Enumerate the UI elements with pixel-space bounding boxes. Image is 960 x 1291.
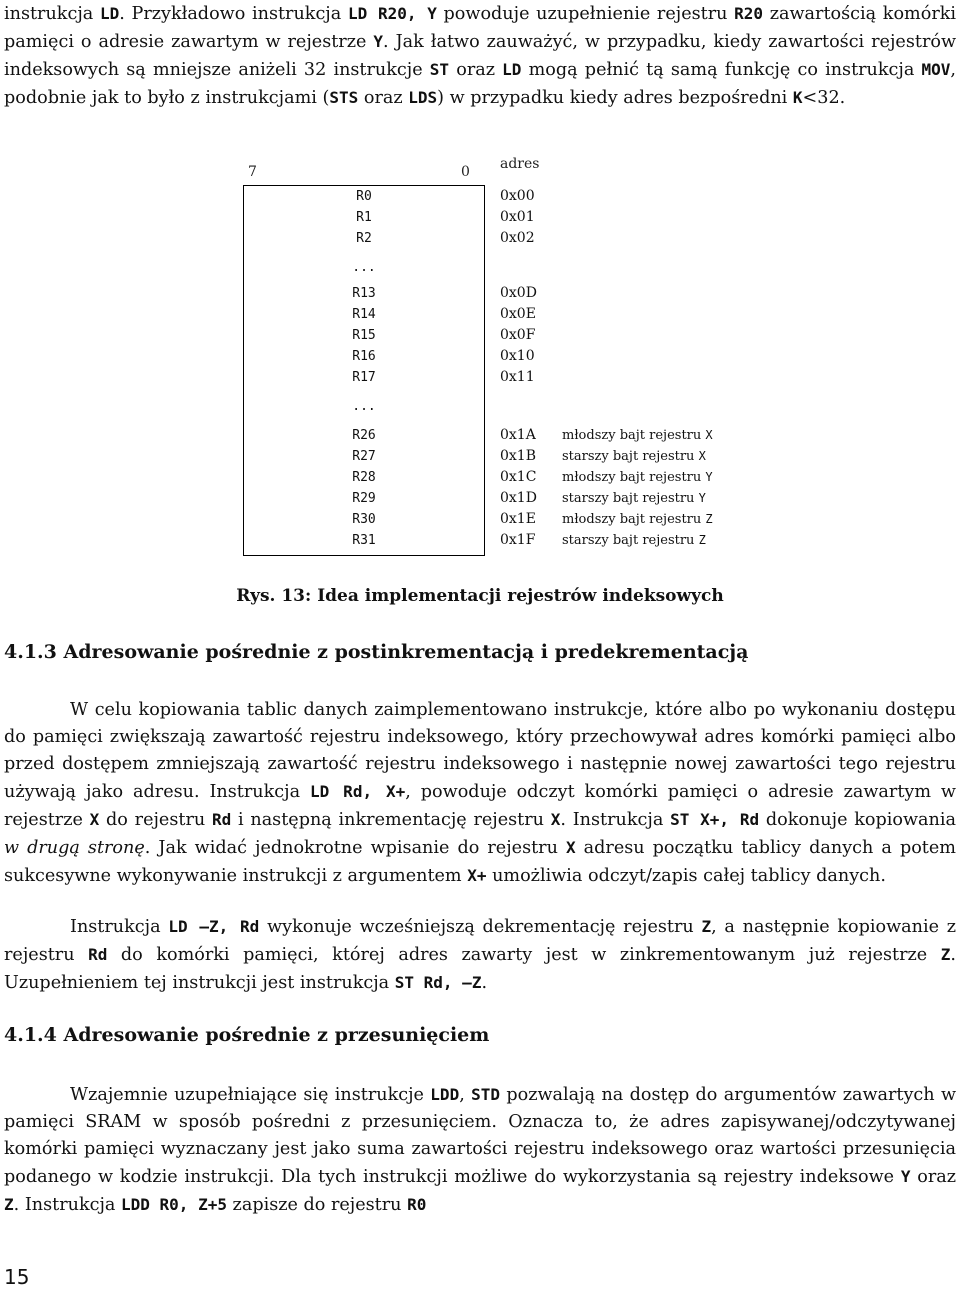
text-run: , a następnie kopiowanie z rejestru — [4, 917, 957, 965]
register-note-name: Z — [698, 533, 706, 547]
text-run: , podobnie jak to było z instrukcjami ( — [4, 60, 957, 108]
register-name: R16 — [352, 349, 376, 364]
code-token: Y — [900, 1167, 911, 1186]
text-run: . Uzupełnieniem tej instrukcji jest instrukcja — [4, 945, 957, 993]
figure-caption: Rys. 13: Idea implementacji rejestrów indeksowych — [236, 586, 724, 606]
text-run: Instrukcja — [70, 917, 169, 937]
code-token: MOV — [921, 60, 951, 79]
code-token: Z — [940, 945, 951, 964]
register-address: 0x1A — [500, 427, 536, 443]
code-token: X — [565, 838, 576, 857]
register-name: R14 — [352, 307, 376, 322]
code-token: STS — [329, 88, 359, 107]
register-name: R31 — [352, 533, 376, 548]
register-note — [562, 467, 713, 488]
register-name: R29 — [352, 491, 376, 506]
text-run: . — [481, 973, 488, 993]
register-name: R15 — [352, 328, 376, 343]
code-token: ST — [429, 60, 450, 79]
code-token: ST X+, Rd — [670, 810, 760, 829]
register-address: 0x1E — [500, 511, 536, 527]
text-run: instrukcja — [4, 4, 100, 24]
register-note-name: X — [698, 449, 706, 463]
register-address: 0x0E — [500, 306, 536, 322]
text-run: mogą pełnić tą samą funkcję co instrukcja — [521, 60, 922, 80]
code-token: ST Rd, –Z — [394, 973, 482, 992]
code-token: LDS — [408, 88, 438, 107]
text-run: zapisze do rejestru — [226, 1195, 408, 1215]
register-address: 0x1F — [500, 532, 536, 548]
register-address: 0x02 — [500, 230, 535, 246]
text-run: pozwalają na dostęp do argumentów zawartych w pamięci SRAM w sposób pośredni z przesunięciem. Oznacza to, że adres zapisywanej/odczytywanej komórki pamięci wyznaczany jest jako suma zawartości rejestru indeksowego oraz wartości przesunięcia podanego w kodzie instrukcji. Dla tych instrukcji możliwe do wykorzystania są rejestry indeksowe — [4, 1085, 957, 1187]
text-run: i następną inkrementację rejestru — [231, 810, 551, 830]
code-token: R20 — [734, 4, 764, 23]
code-token: LD — [502, 60, 522, 79]
register-address: 0x0F — [500, 327, 536, 343]
code-token: X — [550, 810, 561, 829]
section-heading-4-1-3: 4.1.3 Adresowanie pośrednie z postinkrementacją i predekrementacją — [4, 641, 749, 663]
text-run: do rejestru — [99, 810, 212, 830]
code-token: LD — [99, 4, 120, 23]
register-note-name: Y — [698, 491, 706, 505]
register-note-name: Y — [705, 470, 713, 484]
register-note-name: Z — [705, 512, 713, 526]
text-run: oraz — [910, 1167, 956, 1187]
register-address: 0x01 — [500, 209, 535, 225]
code-token: Z — [701, 917, 712, 936]
register-name: R28 — [352, 470, 376, 485]
register-note-text: starszy bajt rejestru — [562, 533, 699, 548]
text-run: do komórki pamięci, której adres zawarty jest w zinkrementowanym już rejestrze — [107, 945, 941, 965]
text-run: , powoduje odczyt komórki pamięci o adresie zawartym w rejestrze — [4, 782, 956, 830]
code-token: LD R20, Y — [347, 4, 437, 23]
code-token: R0 — [407, 1195, 427, 1214]
text-run: adresu początku tablicy danych a potem sukcesywne wykonywanie instrukcji z argumentem — [4, 838, 956, 886]
code-token: Y — [373, 32, 384, 51]
paragraph-displacement — [4, 1081, 956, 1219]
text-run: oraz — [358, 88, 409, 108]
register-name: R17 — [352, 370, 376, 385]
register-note — [562, 530, 706, 551]
register-name: R13 — [352, 286, 376, 301]
text-run: . Przykładowo instrukcja — [119, 4, 348, 24]
text-run: wykonuje wcześniejszą dekrementację rejestru — [259, 917, 702, 937]
text-run: <32. — [802, 88, 846, 108]
code-token: X+ — [467, 866, 487, 885]
code-token: LDD — [430, 1085, 460, 1104]
register-note-text: młodszy bajt rejestru — [562, 470, 706, 485]
paragraph-intro — [4, 0, 956, 112]
text-run: powoduje uzupełnienie rejestru — [436, 4, 735, 24]
paragraph-predec — [4, 913, 956, 997]
register-note-name: X — [705, 428, 713, 442]
register-address: 0x0D — [500, 285, 537, 301]
register-name: R0 — [356, 189, 372, 204]
register-name: R1 — [356, 210, 372, 225]
register-address: 0x1B — [500, 448, 536, 464]
text-run: oraz — [449, 60, 503, 80]
page-number: 15 — [4, 1265, 30, 1289]
text-run: W celu kopiowania tablic danych zaimplementowano instrukcje, które albo po wykonaniu dostępu do pamięci zwiększają zawartość rejestru indeksowego, który przechowywał adres komórki pamięci albo przed dostępem zmniejszają zawartość rejestru indeksowego i następnie nowej zawartości tego rejestru używają jako adresu. Instrukcja — [4, 700, 956, 802]
register-name: ... — [352, 260, 376, 275]
code-token: Rd — [88, 945, 108, 964]
code-token: LDD R0, Z+5 — [121, 1195, 227, 1214]
register-name: R27 — [352, 449, 376, 464]
italic-text: w drugą stronę — [4, 838, 145, 858]
code-token: STD — [471, 1085, 501, 1104]
text-run: . Jak widać jednokrotne wpisanie do rejestru — [144, 838, 566, 858]
code-token: Z — [4, 1195, 14, 1214]
register-name: R2 — [356, 231, 372, 246]
address-header: adres — [500, 156, 540, 172]
register-name: R26 — [352, 428, 376, 443]
text-run: . Jak łatwo zauważyć, w przypadku, kiedy zawartości rejestrów indeksowych są mniejsze aniżeli 32 instrukcje — [4, 32, 957, 80]
paragraph-postinc — [4, 697, 956, 890]
text-run: Wzajemnie uzupełniające się instrukcje — [70, 1085, 431, 1105]
register-address: 0x1C — [500, 469, 537, 485]
register-address: 0x11 — [500, 369, 535, 385]
text-run: dokonuje kopiowania — [759, 810, 956, 830]
register-note-text: młodszy bajt rejestru — [562, 428, 706, 443]
code-token: LD Rd, X+ — [309, 782, 406, 801]
text-run: umożliwia odczyt/zapis całej tablicy danych. — [486, 866, 886, 886]
register-note — [562, 425, 713, 446]
register-name: R30 — [352, 512, 376, 527]
code-token: X — [89, 810, 100, 829]
register-address: 0x10 — [500, 348, 535, 364]
register-note — [562, 509, 713, 530]
register-note-text: starszy bajt rejestru — [562, 491, 699, 506]
register-note — [562, 488, 706, 509]
code-token: K — [792, 88, 803, 107]
text-run: . Instrukcja — [13, 1195, 121, 1215]
register-note-text: starszy bajt rejestru — [562, 449, 699, 464]
section-heading-4-1-4: 4.1.4 Adresowanie pośrednie z przesunięciem — [4, 1024, 490, 1046]
bit-high-label: 7 — [248, 164, 257, 180]
code-token: Rd — [211, 810, 232, 829]
text-run: ) w przypadku kiedy adres bezpośredni — [437, 88, 793, 108]
register-note — [562, 446, 706, 467]
text-run: , — [459, 1085, 472, 1105]
bit-low-label: 0 — [461, 164, 470, 180]
text-run: zawartością komórki pamięci o adresie zawartym w rejestrze — [4, 4, 957, 52]
register-name: ... — [352, 399, 376, 414]
code-token: LD –Z, Rd — [168, 917, 260, 936]
register-note-text: młodszy bajt rejestru — [562, 512, 706, 527]
text-run: . Instrukcja — [560, 810, 671, 830]
register-address: 0x00 — [500, 188, 535, 204]
register-address: 0x1D — [500, 490, 537, 506]
